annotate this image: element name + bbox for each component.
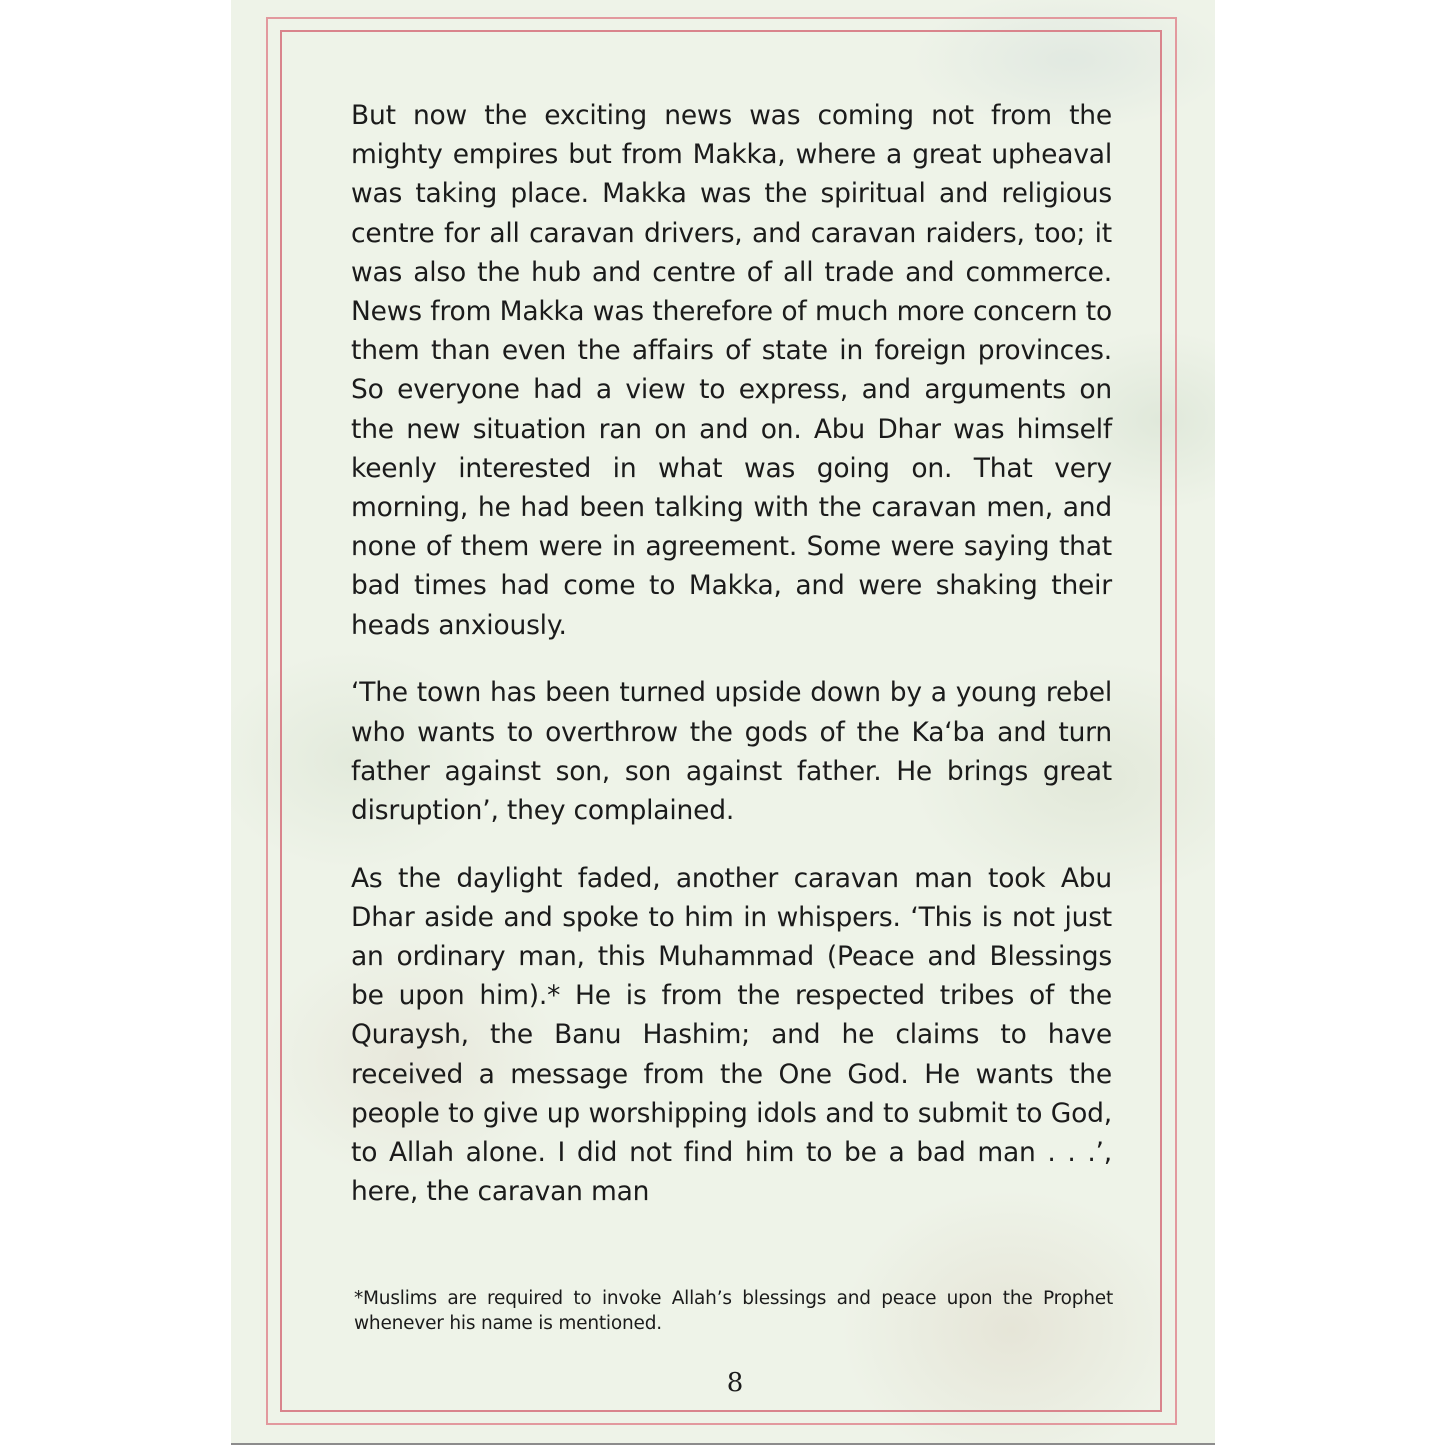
paragraph-1: But now the exciting news was coming not from the mighty empires but from Makka, where a great upheaval was taking place. Makka was the spiritual and religious centre for all caravan drivers, and caravan raiders, too; it was also the hub and centre of all trade and commerce. News from Makka was therefore of much more concern to them than even the affairs of state in foreign provinces. So everyone had a view to express, and arguments on the new situation ran on and on. Abu Dhar was himself keenly interested in what was going on. That very morning, he had been talking with the caravan men, and none of them were in agreement. Some were saying that bad times had come to Makka, and were shaking their heads anxiously. (351, 100, 1112, 641)
paragraph-2: ‘The town has been turned upside down by a young rebel who wants to overthrow the gods of the Ka‘ba and turn father against son, son against father. He brings great disruption’, they complained. (351, 677, 1112, 826)
page-number: 8 (726, 1368, 744, 1398)
paragraph-3: As the daylight faded, another caravan man took Abu Dhar aside and spoke to him in whispers. ‘This is not just an ordinary man, this Muhammad (Peace and Blessings be upon him).* He is from the respected tribes of the Quraysh, the Banu Hashim; and he claims to have received a message from the One God. He wants the people to give up worshipping idols and to submit to God, to Allah alone. I did not find him to be a bad man . . .’, here, the caravan man (351, 862, 1112, 1208)
body-text (351, 96, 1112, 1240)
footnote: *Muslims are required to invoke Allah’s blessings and peace upon the Prophet whenever his name is mentioned. (354, 1288, 1113, 1334)
